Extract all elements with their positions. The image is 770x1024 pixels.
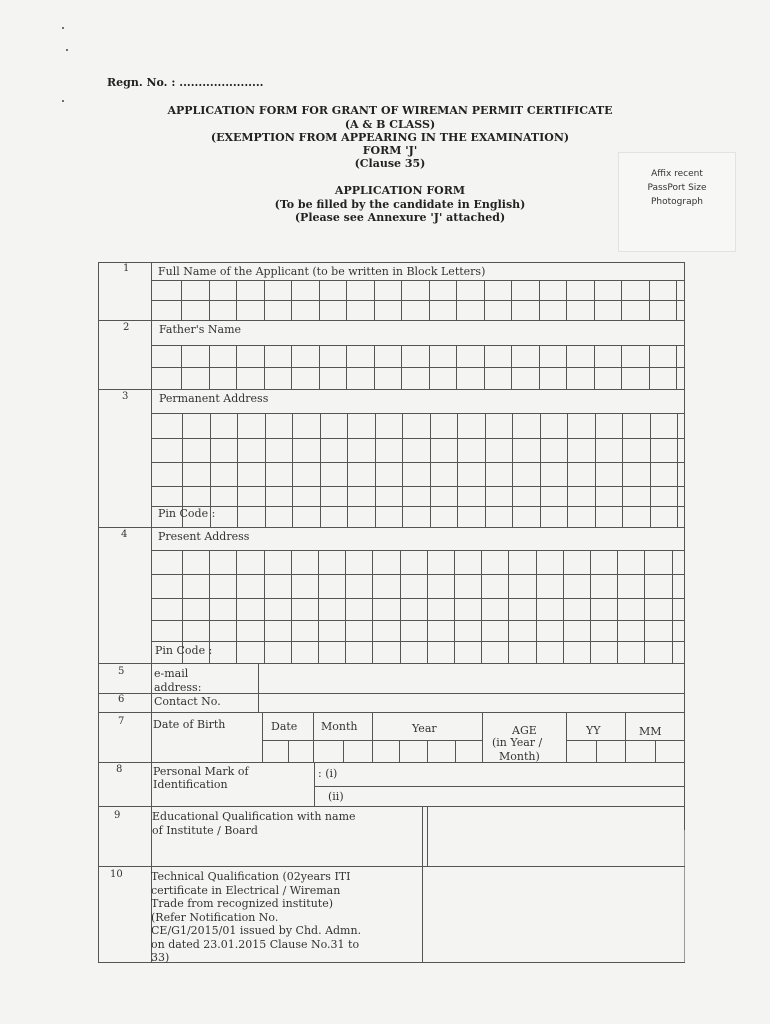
identification-mark-1-input[interactable] [350,763,684,785]
margin-dot [62,100,64,102]
letter-box-divider [649,280,650,320]
age-input-boxes[interactable] [567,741,684,762]
dob-year-label: Year [412,722,437,735]
registration-number-label: Regn. No. : ...................... [107,76,264,89]
letter-box-divider [319,280,320,320]
letter-box-divider [649,345,650,389]
letter-box-divider [400,550,401,663]
letter-box-divider [401,280,402,320]
grid-line [151,550,684,551]
field-number: 10 [110,869,123,880]
field-number: 4 [121,529,128,540]
technical-qualification-line: 33) [151,951,170,964]
letter-box-divider [512,413,513,527]
letter-box-divider [566,280,567,320]
letter-box-divider [676,280,677,320]
dob-date-label: Date [271,720,298,733]
form-annexure-note: (Please see Annexure 'J' attached) [294,211,506,224]
row-divider [98,712,685,713]
grid-line [151,574,684,575]
table-border [98,262,99,962]
letter-box-divider [677,413,678,527]
grid-line [151,413,684,414]
grid-line [151,438,684,439]
letter-box-divider [374,345,375,389]
age-years-label: YY [586,724,601,737]
letter-box-divider [402,413,403,527]
letter-box-divider [621,345,622,389]
row-divider [98,320,685,321]
letter-box-divider [672,550,673,663]
letter-box-divider [236,345,237,389]
letter-box-divider [644,550,645,663]
letter-box-divider [236,280,237,320]
technical-qualification-label [151,870,418,965]
form-clause: (Clause 35) [354,157,426,170]
field-number: 5 [118,666,125,677]
letter-box-divider [485,413,486,527]
grid-line [151,486,684,487]
photo-instruction-line: Photograph [650,197,704,207]
contact-number-input[interactable] [259,694,684,712]
grid-line [151,620,684,621]
letter-box-divider [237,413,238,527]
educational-qualification-label: of Institute / Board [152,824,258,837]
grid-line [151,506,684,507]
technical-qualification-line: certificate in Electrical / Wireman [151,883,341,897]
present-address-label: Present Address [158,530,250,543]
grid-line [151,367,684,368]
photo-box[interactable] [618,152,736,252]
letter-box-divider [539,280,540,320]
contact-number-label: Contact No. [154,695,221,708]
letter-box-divider [319,345,320,389]
letter-box-divider [264,345,265,389]
table-border [684,262,685,830]
letter-box-divider [563,550,564,663]
form-title: APPLICATION FORM FOR GRANT OF WIREMAN PERMIT CERTIFICATE [167,104,613,117]
letter-box-divider [291,550,292,663]
letter-box-divider [511,280,512,320]
letter-box-divider [650,413,651,527]
letter-box-divider [347,413,348,527]
grid-line [151,598,684,599]
letter-box-divider [291,280,292,320]
letter-box-divider [430,413,431,527]
letter-box-divider [621,280,622,320]
letter-box-divider [209,345,210,389]
permanent-pin-code-label: Pin Code : [158,507,216,520]
letter-box-divider [345,550,346,663]
dob-input-boxes[interactable] [263,741,482,762]
photo-instruction-line: Affix recent [651,169,703,179]
age-months-label: MM [639,725,662,738]
age-label: AGE [512,724,537,737]
cell-divider [482,712,483,762]
letter-box-divider [617,550,618,663]
margin-dot [62,27,64,29]
letter-box-divider [595,413,596,527]
letter-box-divider [181,345,182,389]
grid-line [151,345,684,346]
technical-qualification-line: Trade from recognized institute) [151,897,334,910]
email-label: address: [154,681,202,694]
letter-box-divider [291,345,292,389]
letter-box-divider [536,550,537,663]
letter-box-divider [566,345,567,389]
letter-box-divider [594,280,595,320]
letter-box-divider [236,550,237,663]
identification-mark-2-input[interactable] [350,787,684,806]
permanent-address-label: Permanent Address [159,392,269,405]
letter-box-divider [456,345,457,389]
email-label: e-mail [154,667,189,680]
letter-box-divider [372,550,373,663]
letter-box-divider [264,550,265,663]
table-border [684,830,685,962]
father-name-label: Father's Name [159,323,242,336]
letter-box-divider [511,345,512,389]
grid-line [151,641,684,642]
educational-qualification-label: Educational Qualification with name [152,810,356,823]
dob-month-label: Month [321,720,358,733]
field-number: 3 [122,391,129,402]
letter-box-divider [346,345,347,389]
letter-box-divider [181,280,182,320]
letter-box-divider [481,550,482,663]
letter-box-divider [292,413,293,527]
letter-box-divider [318,550,319,663]
letter-box-divider [594,345,595,389]
letter-box-divider [676,345,677,389]
row-divider [98,527,685,528]
letter-box-divider [590,550,591,663]
letter-box-divider [401,345,402,389]
photo-instruction-line: PassPort Size [647,183,707,193]
cell-divider [314,762,315,806]
letter-box-divider [374,280,375,320]
field-number: 1 [123,263,130,274]
field-number: 8 [116,764,123,775]
technical-qualification-line: on dated 23.01.2015 Clause No.31 to [151,937,360,951]
field-number: 6 [118,694,125,705]
present-pin-code-label: Pin Code : [155,644,213,657]
letter-box-divider [540,413,541,527]
letter-box-divider [567,413,568,527]
letter-box-divider [427,550,428,663]
row-divider [98,389,685,390]
letter-box-divider [484,345,485,389]
letter-box-divider [265,413,266,527]
letter-box-divider [484,280,485,320]
letter-box-divider [457,413,458,527]
row-divider [98,262,685,263]
email-input[interactable] [259,664,684,693]
letter-box-divider [346,280,347,320]
form-code: FORM 'J' [362,144,418,157]
technical-qualification-line: CE/G1/2015/01 issued by Chd. Admn. [151,924,362,937]
grid-line [151,280,684,281]
identification-mark-2-label: (ii) [328,790,344,803]
technical-qualification-input[interactable] [423,867,684,962]
identification-mark-label: Personal Mark of [153,765,249,778]
field-number: 7 [118,716,125,727]
letter-box-divider [456,280,457,320]
form-class: (A & B CLASS) [344,118,436,131]
identification-mark-label: Identification [153,778,228,791]
margin-dot [66,49,68,51]
technical-qualification-line: Technical Qualification (02years ITI [151,870,351,883]
form-subtitle: APPLICATION FORM [334,184,466,197]
letter-box-divider [539,345,540,389]
form-instruction: (To be filled by the candidate in English) [274,198,526,211]
letter-box-divider [375,413,376,527]
grid-line [151,462,684,463]
date-of-birth-label: Date of Birth [153,718,226,731]
letter-box-divider [264,280,265,320]
full-name-label: Full Name of the Applicant (to be written in Block Letters) [158,265,486,278]
field-number: 9 [114,810,121,821]
letter-box-divider [622,413,623,527]
form-exemption: (EXEMPTION FROM APPEARING IN THE EXAMINATION) [210,131,570,144]
letter-box-divider [429,280,430,320]
letter-box-divider [429,345,430,389]
grid-line [151,300,684,301]
identification-mark-1-label: : (i) [318,767,338,780]
letter-box-divider [209,280,210,320]
technical-qualification-line: (Refer Notification No. [151,910,279,924]
age-label: (in Year / [492,736,543,749]
field-number: 2 [123,322,130,333]
letter-box-divider [454,550,455,663]
educational-qualification-input[interactable] [428,807,684,866]
age-label: Month) [499,750,540,763]
letter-box-divider [508,550,509,663]
letter-box-divider [320,413,321,527]
